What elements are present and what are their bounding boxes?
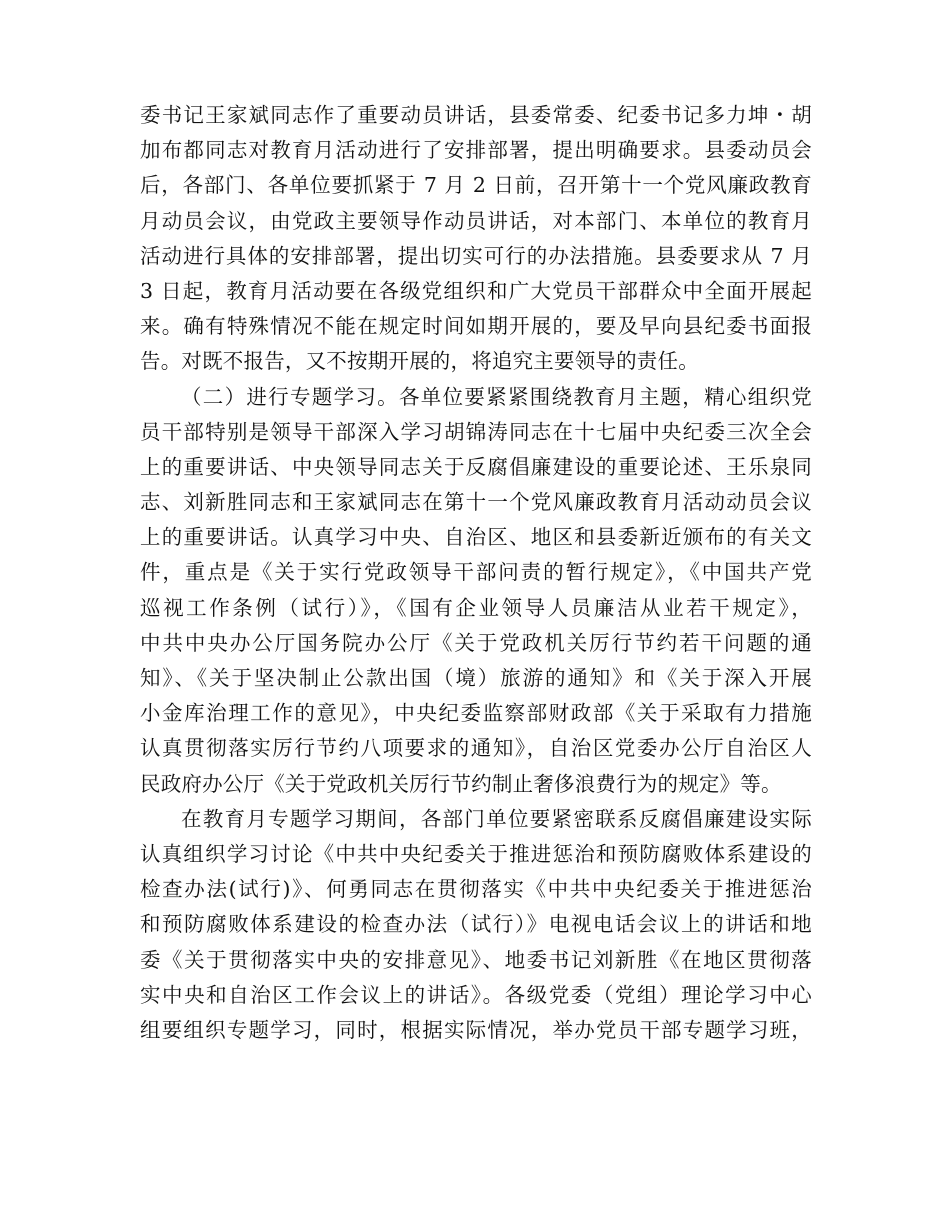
paragraph-3-line-2: 认真组织学习讨论《中共中央纪委关于推进惩治和预防腐败体系建设的 (140, 841, 812, 866)
paragraph-2-line-3: 上的重要讲话、中央领导同志关于反腐倡廉建设的重要论述、王乐泉同 (140, 454, 812, 479)
paragraph-2-line-5: 上的重要讲话。认真学习中央、自治区、地区和县委新近颁布的有关文 (140, 525, 812, 550)
paragraph-1-line-5: 活动进行具体的安排部署，提出切实可行的办法措施。县委要求从 7 月 (140, 243, 812, 268)
paragraph-2-line-2: 员干部特别是领导干部深入学习胡锦涛同志在十七届中央纪委三次全会 (140, 419, 812, 444)
paragraph-2-line-4: 志、刘新胜同志和王家斌同志在第十一个党风廉政教育月活动动员会议 (140, 490, 812, 515)
paragraph-3-line-5: 委《关于贯彻落实中央的安排意见》、地委书记刘新胜《在地区贯彻落 (140, 947, 812, 972)
paragraph-2-line-6: 件，重点是《关于实行党政领导干部问责的暂行规定》，《中国共产党 (140, 560, 812, 585)
paragraph-2-line-9: 知》、《关于坚决制止公款出国（境）旅游的通知》和《关于深入开展 (140, 666, 812, 690)
paragraph-1-line-3: 后，各部门、各单位要抓紧于 7 月 2 日前，召开第十一个党风廉政教育 (140, 173, 812, 198)
paragraph-2-line-8: 中共中央办公厅国务院办公厅《关于党政机关厉行节约若干问题的通 (140, 630, 812, 655)
paragraph-2-line-1: （二）进行专题学习。各单位要紧紧围绕教育月主题，精心组织党 (181, 384, 812, 409)
paragraph-1-line-2: 加布都同志对教育月活动进行了安排部署，提出明确要求。县委动员会 (140, 138, 812, 163)
paragraph-1-line-6: 3 日起，教育月活动要在各级党组织和广大党员干部群众中全面开展起 (140, 278, 812, 303)
body-text (140, 98, 812, 1048)
paragraph-3-line-7: 组要组织专题学习，同时，根据实际情况，举办党员干部专题学习班， (140, 1017, 812, 1042)
paragraph-1-line-4: 月动员会议，由党政主要领导作动员讲话，对本部门、本单位的教育月 (140, 208, 812, 233)
paragraph-2-line-7: 巡视工作条例（试行）》，《国有企业领导人员廉洁从业若干规定》， (140, 595, 812, 620)
paragraph-2-line-10: 小金库治理工作的意见》，中央纪委监察部财政部《关于采取有力措施 (140, 701, 812, 726)
paragraph-1-line-8: 告。对既不报告，又不按期开展的，将追究主要领导的责任。 (140, 349, 699, 374)
paragraph-3-line-6: 实中央和自治区工作会议上的讲话》。各级党委（党组）理论学习中心 (140, 982, 812, 1007)
paragraph-1-line-7: 来。确有特殊情况不能在规定时间如期开展的，要及早向县纪委书面报 (140, 314, 812, 339)
paragraph-1-line-1: 委书记王家斌同志作了重要动员讲话，县委常委、纪委书记多力坤・胡 (140, 103, 812, 127)
paragraph-2-line-11: 认真贯彻落实厉行节约八项要求的通知》，自治区党委办公厅自治区人 (140, 736, 812, 761)
paragraph-3-line-4: 和预防腐败体系建设的检查办法（试行）》电视电话会议上的讲话和地 (140, 912, 812, 937)
paragraph-2-line-12: 民政府办公厅《关于党政机关厉行节约制止奢侈浪费行为的规定》等。 (140, 771, 782, 796)
paragraph-3-line-1: 在教育月专题学习期间，各部门单位要紧密联系反腐倡廉建设实际 (181, 806, 812, 831)
paragraph-3-line-3: 检查办法(试行)》、何勇同志在贯彻落实《中共中央纪委关于推进惩治 (140, 877, 812, 902)
